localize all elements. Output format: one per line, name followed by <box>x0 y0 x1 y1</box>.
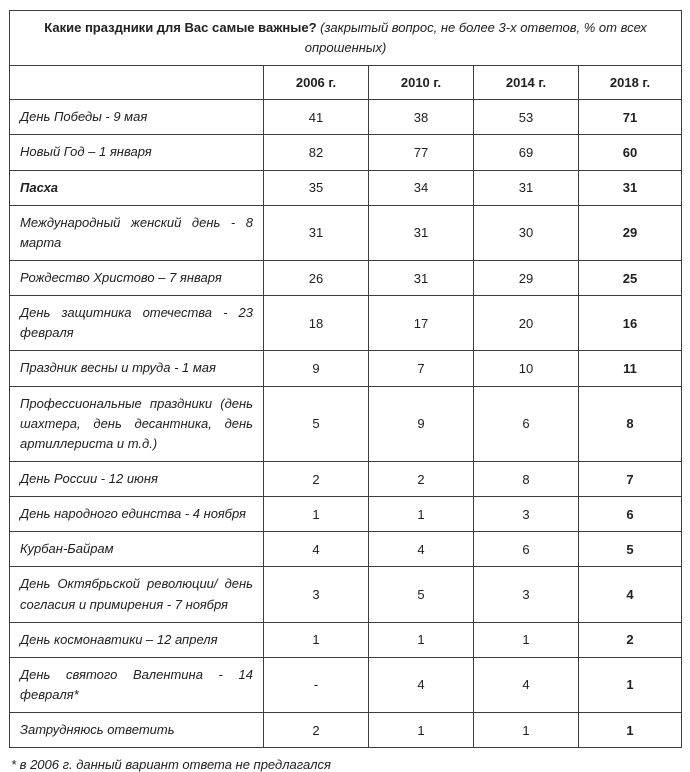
row-value: 8 <box>579 386 682 461</box>
row-label: Праздник весны и труда - 1 мая <box>10 351 264 386</box>
row-value: 3 <box>264 567 369 622</box>
table-row <box>10 260 682 295</box>
row-value: 4 <box>579 567 682 622</box>
row-value: 4 <box>474 657 579 712</box>
title-row <box>10 11 682 66</box>
column-header-2006: 2006 г. <box>264 66 369 100</box>
row-value: 6 <box>474 532 579 567</box>
row-value: 1 <box>264 622 369 657</box>
row-value: 34 <box>369 170 474 205</box>
table-row <box>10 622 682 657</box>
table-row <box>10 135 682 170</box>
row-value: 1 <box>369 713 474 748</box>
row-value: 1 <box>579 657 682 712</box>
row-value: 31 <box>474 170 579 205</box>
table-row <box>10 532 682 567</box>
row-value: 1 <box>474 713 579 748</box>
row-value: 41 <box>264 100 369 135</box>
row-value: 31 <box>369 205 474 260</box>
row-value: 38 <box>369 100 474 135</box>
row-value: 53 <box>474 100 579 135</box>
row-value: 7 <box>369 351 474 386</box>
row-label: День России - 12 июня <box>10 461 264 496</box>
row-value: 2 <box>579 622 682 657</box>
row-value: 4 <box>369 532 474 567</box>
row-value: 82 <box>264 135 369 170</box>
row-label: Пасха <box>10 170 264 205</box>
row-value: 10 <box>474 351 579 386</box>
row-value: 18 <box>264 296 369 351</box>
row-value: 60 <box>579 135 682 170</box>
row-value: 17 <box>369 296 474 351</box>
row-value: 5 <box>264 386 369 461</box>
row-value: 69 <box>474 135 579 170</box>
table-row <box>10 567 682 622</box>
row-value: 5 <box>579 532 682 567</box>
table-row <box>10 170 682 205</box>
row-label: Международный женский день - 8 марта <box>10 205 264 260</box>
row-value: 29 <box>474 260 579 295</box>
row-value: 2 <box>264 461 369 496</box>
table-row <box>10 351 682 386</box>
row-value: 3 <box>474 497 579 532</box>
row-value: 4 <box>369 657 474 712</box>
footnote: * в 2006 г. данный вариант ответа не предлагался <box>11 757 331 772</box>
row-value: 4 <box>264 532 369 567</box>
corner-cell <box>10 66 264 100</box>
row-value: 35 <box>264 170 369 205</box>
row-label: Рождество Христово – 7 января <box>10 260 264 295</box>
table-row <box>10 100 682 135</box>
table-body <box>10 100 682 748</box>
row-value: 11 <box>579 351 682 386</box>
column-header-2010: 2010 г. <box>369 66 474 100</box>
row-label: День святого Валентина - 14 февраля* <box>10 657 264 712</box>
table-row <box>10 386 682 461</box>
row-value: 26 <box>264 260 369 295</box>
table-row <box>10 461 682 496</box>
row-label: Затрудняюсь ответить <box>10 713 264 748</box>
row-value: 2 <box>369 461 474 496</box>
row-value: 29 <box>579 205 682 260</box>
row-value: 1 <box>369 497 474 532</box>
table-row <box>10 205 682 260</box>
row-value: 7 <box>579 461 682 496</box>
row-label: День Октябрьской революции/ день согласия и примирения - 7 ноября <box>10 567 264 622</box>
row-label: День народного единства - 4 ноября <box>10 497 264 532</box>
row-value: 25 <box>579 260 682 295</box>
row-value: 3 <box>474 567 579 622</box>
row-value: 6 <box>474 386 579 461</box>
table-row <box>10 296 682 351</box>
row-value: 31 <box>369 260 474 295</box>
table-row <box>10 497 682 532</box>
row-value: 77 <box>369 135 474 170</box>
table-row <box>10 657 682 712</box>
row-value: 20 <box>474 296 579 351</box>
table-subtitle: (закрытый вопрос, не более 3-х ответов, % от всех опрошенных) <box>304 20 647 56</box>
table-row <box>10 713 682 748</box>
column-header-2018: 2018 г. <box>579 66 682 100</box>
table-title: Какие праздники для Вас самые важные? <box>44 20 317 35</box>
row-label: Курбан-Байрам <box>10 532 264 567</box>
row-value: - <box>264 657 369 712</box>
table-title-cell <box>10 11 682 66</box>
row-value: 2 <box>264 713 369 748</box>
row-value: 8 <box>474 461 579 496</box>
row-value: 1 <box>579 713 682 748</box>
holidays-survey-table <box>9 10 682 748</box>
row-label: День космонавтики – 12 апреля <box>10 622 264 657</box>
row-value: 71 <box>579 100 682 135</box>
column-header-2014: 2014 г. <box>474 66 579 100</box>
row-value: 6 <box>579 497 682 532</box>
row-value: 30 <box>474 205 579 260</box>
row-label: Профессиональные праздники (день шахтера, день десантника, день артиллериста и т.д.) <box>10 386 264 461</box>
row-label: День Победы - 9 мая <box>10 100 264 135</box>
row-value: 31 <box>264 205 369 260</box>
row-value: 31 <box>579 170 682 205</box>
row-value: 9 <box>264 351 369 386</box>
row-value: 5 <box>369 567 474 622</box>
row-value: 1 <box>264 497 369 532</box>
row-label: Новый Год – 1 января <box>10 135 264 170</box>
row-value: 1 <box>474 622 579 657</box>
row-label: День защитника отечества - 23 февраля <box>10 296 264 351</box>
row-value: 9 <box>369 386 474 461</box>
header-row <box>10 66 682 100</box>
row-value: 1 <box>369 622 474 657</box>
row-value: 16 <box>579 296 682 351</box>
